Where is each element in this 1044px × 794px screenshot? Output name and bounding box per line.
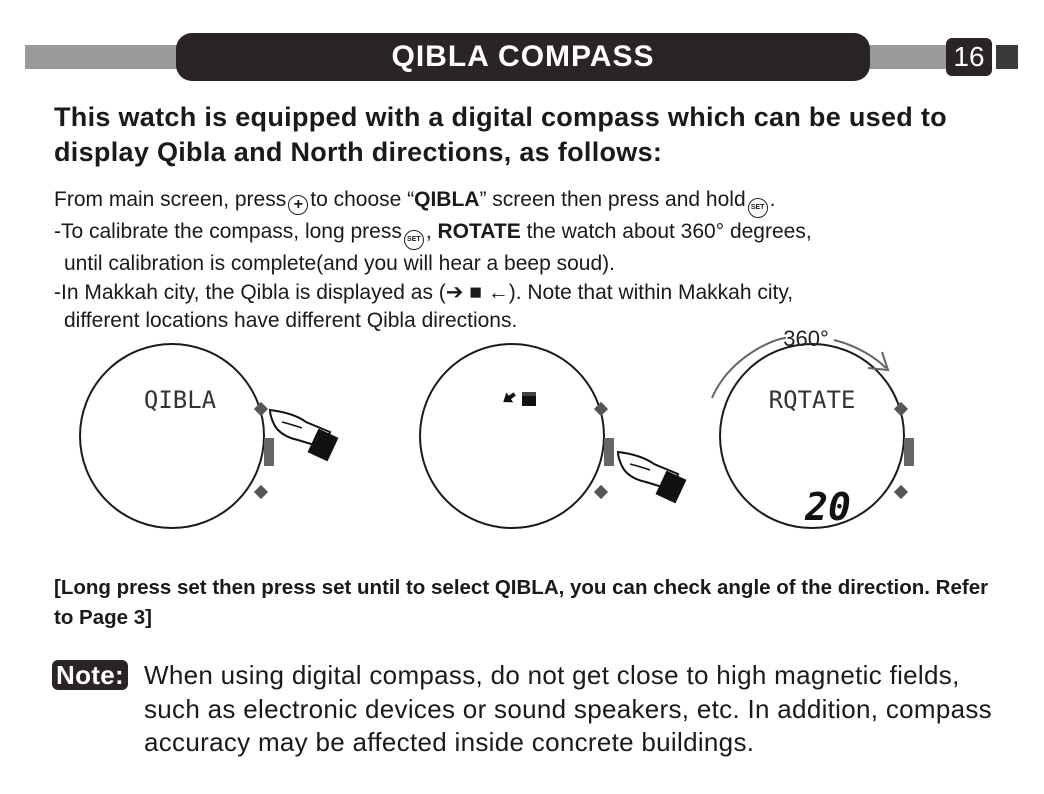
- note-label: Note:: [52, 660, 128, 690]
- instruction-line-2: -To calibrate the compass, long press SET , ROTATE the watch about 360° degrees,: [54, 218, 1004, 250]
- set-button-icon: SET: [748, 198, 768, 218]
- watch-button-side: [264, 438, 274, 466]
- watch-button-bottom: [254, 485, 268, 499]
- note-text: When using digital compass, do not get close to high magnetic fields, such as electronic devices or sound speakers, etc. In addition, compass accuracy may be affected inside concrete buildings.: [144, 660, 992, 757]
- set-button-icon: SET: [404, 230, 424, 250]
- watch-1-display: QIBLA: [143, 386, 217, 414]
- watch-2: [420, 344, 686, 528]
- watch-button-bottom: [594, 485, 608, 499]
- watch-3-display: RQTATE: [768, 386, 856, 414]
- watch-3: [712, 330, 914, 529]
- header-bar-left: [25, 45, 185, 69]
- header-bar-right: [865, 45, 947, 69]
- plus-button-icon: +: [288, 195, 308, 215]
- watch-illustrations: [0, 330, 1044, 580]
- rotation-label: 360°: [783, 330, 829, 351]
- page-title: QIBLA COMPASS: [176, 33, 870, 81]
- instruction-line-1: From main screen, press + to choose “QIBLA” screen then press and hold SET .: [54, 186, 1004, 218]
- caption: [Long press set then press set until to select QIBLA, you can check angle of the direction. Refer to Page 3]: [54, 576, 989, 629]
- header-bar-end: [996, 45, 1018, 69]
- instruction-line-4: -In Makkah city, the Qibla is displayed as (➔ ■ ←). Note that within Makkah city,: [54, 280, 794, 304]
- instruction-line-5: different locations have different Qibla directions.: [64, 309, 518, 332]
- watch-button-side: [904, 438, 914, 466]
- pressing-hand-icon: [270, 410, 338, 461]
- watch-1: [80, 344, 338, 528]
- intro-text: This watch is equipped with a digital compass which can be used to display Qibla and North directions, as follows:: [54, 102, 947, 167]
- qibla-symbol-icon: ➔ ■ ←: [445, 280, 509, 304]
- instruction-line-3: until calibration is complete(and you will hear a beep soud).: [64, 252, 615, 275]
- watch-button-bottom: [894, 485, 908, 499]
- pressing-hand-icon: [618, 452, 686, 503]
- page-number: 16: [946, 38, 992, 76]
- instructions: [54, 186, 1004, 336]
- watch-button-side: [604, 438, 614, 466]
- watch-3-number: 20: [805, 485, 851, 529]
